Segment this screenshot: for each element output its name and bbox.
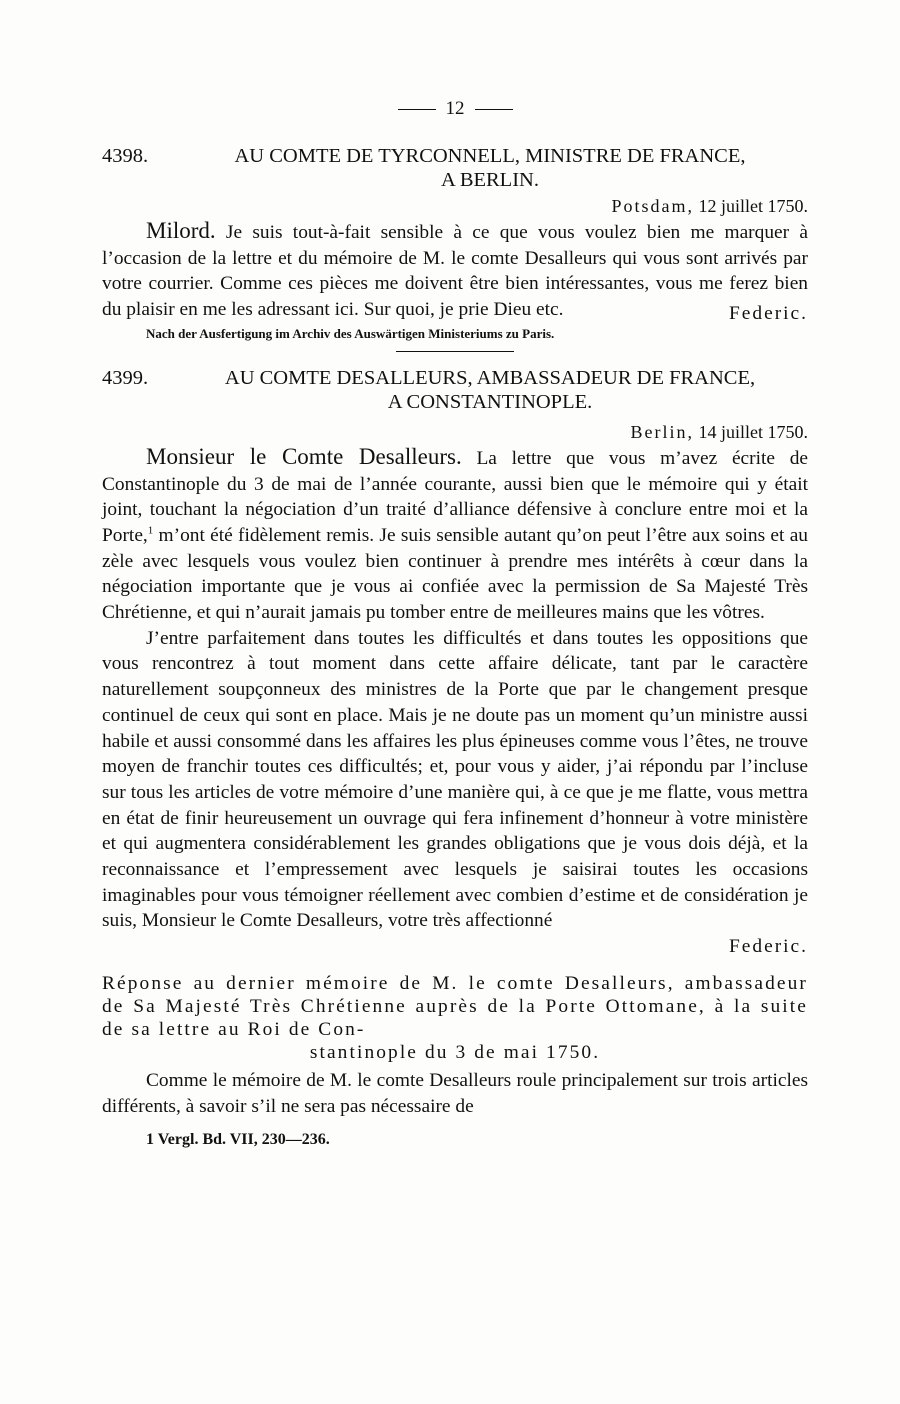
reponse-title-last: stantinople du 3 de mai 1750. <box>309 1041 601 1063</box>
page-number: 12 <box>445 98 465 119</box>
date-place: Berlin, <box>630 421 694 442</box>
letter-4399-dateline <box>102 420 808 444</box>
salutation: Milord. <box>146 218 216 243</box>
letter-number: 4399. <box>102 366 149 389</box>
letter-number: 4398. <box>102 145 149 167</box>
letter-4398-heading <box>102 144 808 192</box>
dash-left <box>398 109 436 110</box>
letter-4399-heading <box>102 366 808 414</box>
section-divider <box>396 351 514 352</box>
footnote-text: Vergl. Bd. VII, 230—236. <box>157 1131 330 1149</box>
body-text: m’ont été fidèlement remis. Je suis sensible autant qu’on peut l’être aux soins et au zèle avec lesquels vous voulez bien continuer à prendre mes intérêts à cœur dans la négociation importante que je vous ai confiée avec la permission de Sa Majesté Très Chrétienne, et qui n’aurait jamais pu tomber entre de meilleures mains que les vôtres. <box>102 524 808 624</box>
footnote-marker: 1 <box>146 1131 154 1149</box>
body-text: Je suis tout-à-fait sensible à ce que vous voulez bien me marquer à l’occasion de la lettre et du mémoire de M. le comte Desalleurs qui vous sont arrivés par votre courrier. Comme ces pièces me doivent être bien intéressantes, vous me ferez bien du plaisir en me les adressant ici. Sur quoi, je prie Dieu etc. <box>102 222 808 321</box>
date: 14 juillet 1750. <box>698 421 808 442</box>
signature: Federic. <box>729 303 808 325</box>
reponse-body: Comme le mémoire de M. le comte Desalleurs roule principalement sur trois articles différents, à savoir s’il ne sera pas nécessaire de <box>102 1069 808 1117</box>
letter-title-line1: AU COMTE DESALLEURS, AMBASSADEUR DE FRANCE, <box>224 366 756 389</box>
letter-title-line2: A CONSTANTINOPLE. <box>387 390 593 413</box>
footnote-ref: 1 <box>147 524 154 537</box>
date-place: Potsdam, <box>611 196 694 216</box>
signature: Federic. <box>729 936 808 958</box>
footnote <box>146 1129 808 1151</box>
body-text: J’entre parfaitement dans toutes les difficultés et dans toutes les oppositions que vous rencontrez à tout moment dans cette affaire délicate, tant par le caractère naturellement soupçonneux des ministres de la Porte que par le changement presque continuel de ceux qui sont en place. Mais je ne doute pas un moment qu’un ministre aussi habile et aussi consommé dans les affaires les plus épineuses comme vous l’êtes, ne trouve moyen de franchir toutes ces difficultés; et, pour vous y aider, j’ai répondu par l’incluse sur tous les articles de votre mémoire d’une manière qui, à ce que je me flatte, vous mettra en état de finir heureusement un ouvrage qui fera infinement d’honneur à votre ministère et qui augmentera considérablement les grandes obligations que je vous dois déjà, et la reconnaissance et l’empressement avec lesquels je saisirai toutes les occasions imaginables pour vous témoigner réellement avec combien d’estime et de considération je suis, Monsieur le Comte Desalleurs, votre très affectionné <box>102 627 808 932</box>
letter-4398-body <box>102 218 808 323</box>
letter-title-line1: AU COMTE DE TYRCONNELL, MINISTRE DE FRANCE, <box>234 145 746 167</box>
running-head <box>102 94 808 124</box>
dash-right <box>475 109 513 110</box>
letter-4398-dateline <box>102 194 808 218</box>
letter-4399-paragraph-2 <box>102 626 808 934</box>
source-note: Nach der Ausfertigung im Archiv des Auswärtigen Ministeriums zu Paris. <box>146 325 555 341</box>
letter-4399-paragraph-1 <box>102 444 808 626</box>
letter-title-line2: A BERLIN. <box>441 169 539 191</box>
reponse-title-main: Réponse au dernier mémoire de M. le comte Desalleurs, ambassadeur de Sa Majesté Très Chrétienne auprès de la Porte Ottomane, à la suite de sa lettre au Roi de Con- <box>102 972 808 1040</box>
reponse-title <box>102 972 808 1064</box>
date: 12 juillet 1750. <box>698 196 808 216</box>
document-page <box>102 94 808 1151</box>
salutation: Monsieur le Comte Desalleurs. <box>146 443 462 469</box>
body-text: La lettre que vous m’avez écrite de Constantinople du 3 de mai de l’année courante, aussi bien que le mémoire qui y était joint, touchant la négociation d’un traité d’alliance défensive à conclure entre moi et la Porte, <box>102 447 808 546</box>
